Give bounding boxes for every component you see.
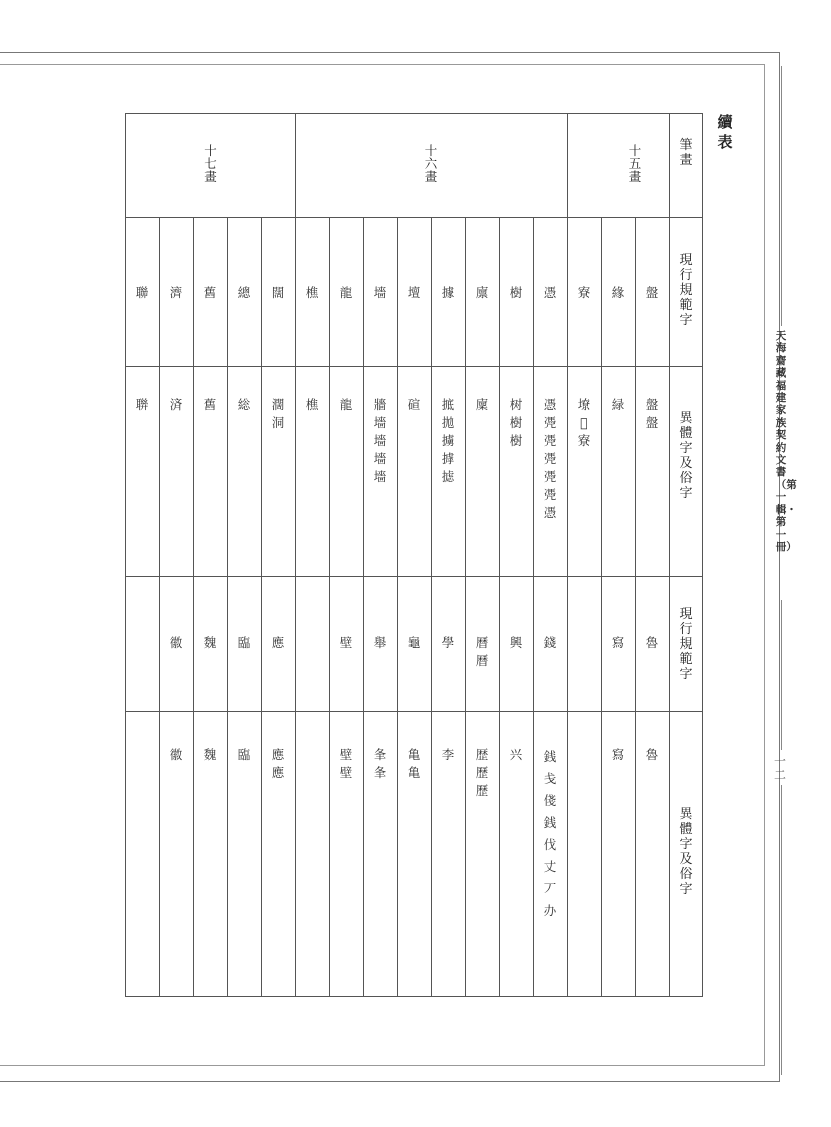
variant-char-cell: 歴 歷 歷 xyxy=(475,747,489,798)
standard-char-cell: 廪 xyxy=(475,285,489,300)
spine-divider-top xyxy=(781,66,782,326)
standard-char-cell: 濟 xyxy=(169,285,183,300)
standard-char-cell: 闊 xyxy=(271,285,285,300)
standard-header: 現行規範字 xyxy=(679,253,693,328)
continued-table-label: 續表 xyxy=(717,113,733,151)
group-label-17: 十七畫 xyxy=(204,143,217,184)
column-divider xyxy=(261,217,262,996)
standard-char-cell: 聯 xyxy=(135,285,149,300)
column-divider xyxy=(227,217,228,996)
column-divider xyxy=(499,217,500,996)
standard-char-cell: 寮 xyxy=(577,285,591,300)
variant-char-cell: 憑 凴 凴 凴 凴 凴 憑 xyxy=(543,397,557,520)
variant-char-cell: 魯 xyxy=(645,747,659,762)
standard-char-cell: 龍 xyxy=(339,285,353,300)
standard-char-cell: 壁 xyxy=(339,635,353,650)
variant-char-cell: 龍 xyxy=(339,397,353,412)
variant-char-cell: 舊 xyxy=(203,397,217,412)
column-divider xyxy=(363,217,364,996)
variant-char-cell: 掋 拋 擄 摢 摅 xyxy=(441,397,455,484)
standard-char-cell: 舊 xyxy=(203,285,217,300)
column-divider xyxy=(159,217,160,996)
variant-char-cell: 應 應 xyxy=(271,747,285,780)
variant-char-cell: 緑 xyxy=(611,397,625,412)
stroke-header: 筆畫 xyxy=(679,138,693,168)
page-number: 一二 xyxy=(774,754,787,782)
variant-header: 異體字及俗字 xyxy=(679,807,693,897)
row-line xyxy=(126,711,702,712)
variant-char-cell: 盤 盤 xyxy=(645,397,659,430)
variant-char-cell: 済 xyxy=(169,397,183,412)
standard-char-cell: 曆 曆 xyxy=(475,635,489,668)
standard-char-cell: 樹 xyxy=(509,285,523,300)
row-line xyxy=(126,576,702,577)
standard-char-cell: 樵 xyxy=(305,285,319,300)
spine-divider-middle xyxy=(781,600,782,750)
standard-char-cell: 臨 xyxy=(237,635,251,650)
variant-char-cell: 聨 xyxy=(135,397,149,412)
standard-char-cell: 總 xyxy=(237,285,251,300)
variant-char-cell: 壁 壁 xyxy=(339,747,353,780)
variant-char-cell: 徽 xyxy=(169,747,183,762)
standard-char-cell: 盤 xyxy=(645,285,659,300)
variant-char-cell: 総 xyxy=(237,397,251,412)
standard-char-cell: 寫 xyxy=(611,635,625,650)
standard-char-cell: 應 xyxy=(271,635,285,650)
standard-char-cell: 魯 xyxy=(645,635,659,650)
variant-char-cell: 李 xyxy=(441,747,455,762)
column-divider xyxy=(329,217,330,996)
column-divider xyxy=(601,217,602,996)
standard-char-cell: 龜 xyxy=(407,635,421,650)
standard-char-cell: 徽 xyxy=(169,635,183,650)
header-row-line xyxy=(126,217,702,218)
variant-char-cell: 牆 墻 墻 墻 墻 xyxy=(373,397,387,484)
group-divider xyxy=(295,114,296,996)
standard-char-cell: 據 xyxy=(441,285,455,300)
variant-char-cell: 濶 洞 xyxy=(271,397,285,430)
variant-char-cell: 兴 xyxy=(509,747,523,762)
variant-header: 異體字及俗字 xyxy=(679,411,693,501)
column-divider xyxy=(193,217,194,996)
group-label-15: 十五畫 xyxy=(628,143,642,184)
spine-divider-bottom xyxy=(781,785,782,1075)
row-line xyxy=(126,366,702,367)
column-divider xyxy=(465,217,466,996)
variant-char-cell: 寫 xyxy=(611,747,625,762)
standard-char-cell: 壇 xyxy=(407,285,421,300)
variant-char-cell: 夆 夆 xyxy=(373,747,387,780)
column-divider xyxy=(431,217,432,996)
standard-char-cell: 緣 xyxy=(611,285,625,300)
column-divider xyxy=(635,217,636,996)
standard-char-cell: 學 xyxy=(441,635,455,650)
variant-char-cell: 臨 xyxy=(237,747,251,762)
column-divider xyxy=(397,217,398,996)
standard-char-cell: 墻 xyxy=(373,285,387,300)
standard-char-cell: 魏 xyxy=(203,635,217,650)
standard-header: 現行規範字 xyxy=(679,607,693,682)
group-divider xyxy=(567,114,568,996)
variant-char-cell: 树 樹 樹 xyxy=(509,397,523,448)
variant-char-cell: 碹 xyxy=(407,397,421,412)
standard-char-cell: 錢 xyxy=(543,635,557,650)
standard-char-cell: 憑 xyxy=(543,285,557,300)
variant-char-cell: 魏 xyxy=(203,747,217,762)
variant-char-cell: 樵 xyxy=(305,397,319,412)
variant-char-cell: 㙩 𡩖 寮 xyxy=(577,397,591,448)
variant-character-table xyxy=(125,113,703,997)
variant-char-cell: 廩 xyxy=(475,397,489,412)
standard-char-cell: 舉 xyxy=(373,635,387,650)
group-label-16: 十六畫 xyxy=(424,143,438,184)
variant-char-cell: 亀 亀 xyxy=(407,747,421,780)
standard-char-cell: 興 xyxy=(509,635,523,650)
book-title: 天海齋藏福建家族契約文書（第一輯・第一冊） xyxy=(775,330,797,553)
variant-char-cell: 銭 戋 俴 銭 伐 丈 丆 办 xyxy=(543,749,557,918)
